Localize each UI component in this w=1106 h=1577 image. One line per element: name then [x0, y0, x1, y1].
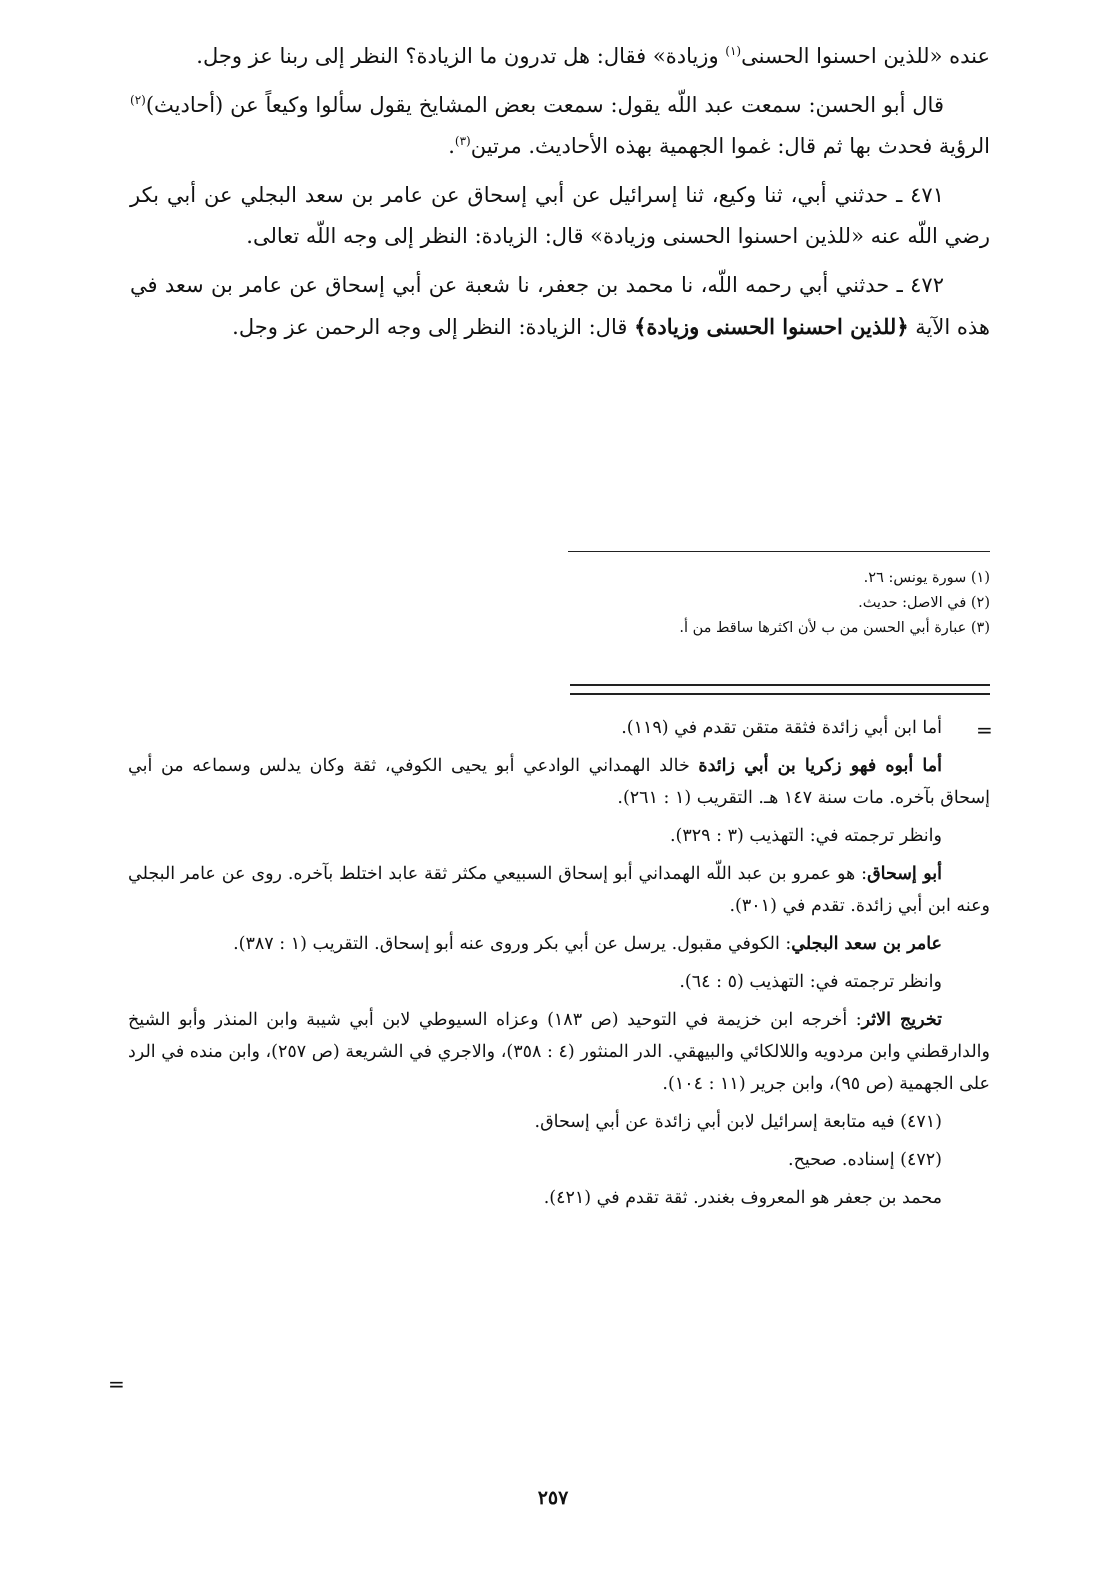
- note-takhrij: [128, 1004, 990, 1100]
- note-472: (٤٧٢) إسناده. صحيح.: [788, 1150, 942, 1170]
- note-ghundar: محمد بن جعفر هو المعروف بغندر. ثقة تقدم في (٤٢١).: [543, 1188, 942, 1208]
- text-span: وزيادة» فقال: هل تدرون ما الزيادة؟ النظر إلى ربنا عز وجل.: [196, 44, 726, 68]
- section-label: تخريج الاثر: [861, 1010, 942, 1030]
- continuation-mark-right: =: [976, 718, 993, 742]
- narrator-name: أما أبوه فهو زكريا بن أبي زائدة: [698, 756, 943, 776]
- quran-verse: ﴿للذين احسنوا الحسنى وزيادة﴾: [634, 314, 909, 339]
- text-span: : أخرجه ابن خزيمة في التوحيد (ص ١٨٣) وعزاه السيوطي لابن أبي شيبة وابن المنذر وأبو الشيخ والدارقطني وابن مردويه واللالكائي والبيهقي. الدر المنثور (٤ : ٣٥٨)، والاجري في الشريعة (ص ٢٥٧)، وابن منده في الرد على الجهمية (ص ٩٥)، وابن جرير (١١ : ١٠٤).: [128, 1010, 990, 1094]
- hadith-472: [130, 265, 990, 348]
- footnote-1: (١) سورة يونس: ٢٦.: [863, 570, 990, 586]
- paragraph-continued: [130, 36, 990, 77]
- footnote-ref: (٢): [130, 93, 146, 107]
- text-span: : الكوفي مقبول. يرسل عن أبي بكر وروى عنه أبو إسحاق. التقريب (١ : ٣٨٧).: [233, 934, 792, 954]
- footnote-ref: (٣): [454, 134, 471, 148]
- text-span: قال: الزيادة: النظر إلى وجه الرحمن عز وجل.: [232, 315, 635, 339]
- page-number: ٢٥٧: [537, 1487, 569, 1509]
- hadith-471: ٤٧١ ـ حدثني أبي، ثنا وكيع، ثنا إسرائيل عن أبي إسحاق عن عامر بن سعد البجلي عن أبي بكر رضي اللّه عنه «للذين احسنوا الحسنى وزيادة» قال: الزيادة: النظر إلى وجه اللّه تعالى.: [130, 183, 990, 248]
- note-abu-ishaq: [128, 858, 990, 922]
- commentary-divider: [570, 684, 990, 695]
- text-span: الرؤية فحدث بها ثم قال: غموا الجهمية بهذه الأحاديث. مرتين: [470, 134, 990, 158]
- footnotes: [560, 566, 990, 641]
- note-ibn-abi-zaida: أما ابن أبي زائدة فثقة متقن تقدم في (١١٩).: [621, 718, 942, 738]
- footnote-3: (٣) عبارة أبي الحسن من ب لأن اكثرها ساقط من أ.: [679, 620, 990, 636]
- note-tahdhib-2: وانظر ترجمته في: التهذيب (٥ : ٦٤).: [679, 972, 942, 992]
- paragraph-abu-alhasan: [130, 85, 990, 167]
- text-span: : هو عمرو بن عبد اللّه الهمداني أبو إسحاق السبيعي مكثر ثقة عابد اختلط بآخره. روى عن عامر البجلي وعنه ابن أبي زائدة. تقدم في (٣٠١).: [128, 864, 990, 916]
- text-span: ٤٧٢ ـ حدثني أبي رحمه اللّه، نا محمد بن جعفر، نا شعبة عن أبي إسحاق عن عامر بن سعد في هذه الآية: [130, 273, 990, 339]
- text-span: خالد الهمداني الوادعي أبو يحيى الكوفي، ثقة وكان يدلس وسماعه من أبي إسحاق بآخره. مات سنة ١٤٧ هـ. التقريب (١ : ٢٦١).: [128, 756, 990, 808]
- text-span: قال أبو الحسن: سمعت عبد اللّه يقول: سمعت بعض المشايخ يقول سألوا وكيعاً عن (أحاديث): [145, 93, 944, 117]
- narrator-name: عامر بن سعد البجلي: [791, 934, 942, 954]
- note-tahdhib-1: وانظر ترجمته في: التهذيب (٣ : ٣٢٩).: [669, 826, 942, 846]
- text-span: عنده «للذين احسنوا الحسنى: [741, 44, 990, 68]
- commentary: [128, 712, 990, 1220]
- text-span: .: [448, 134, 455, 158]
- narrator-name: أبو إسحاق: [867, 864, 942, 884]
- note-471: (٤٧١) فيه متابعة إسرائيل لابن أبي زائدة عن أبي إسحاق.: [534, 1112, 942, 1132]
- note-zakariya: [128, 750, 990, 814]
- main-text: [130, 36, 990, 356]
- footnote-divider: [568, 551, 990, 552]
- footnote-2: (٢) في الاصل: حديث.: [858, 595, 990, 611]
- note-amir: [128, 928, 990, 960]
- footnote-ref: (١): [725, 44, 742, 58]
- continuation-mark-left: =: [108, 1372, 125, 1396]
